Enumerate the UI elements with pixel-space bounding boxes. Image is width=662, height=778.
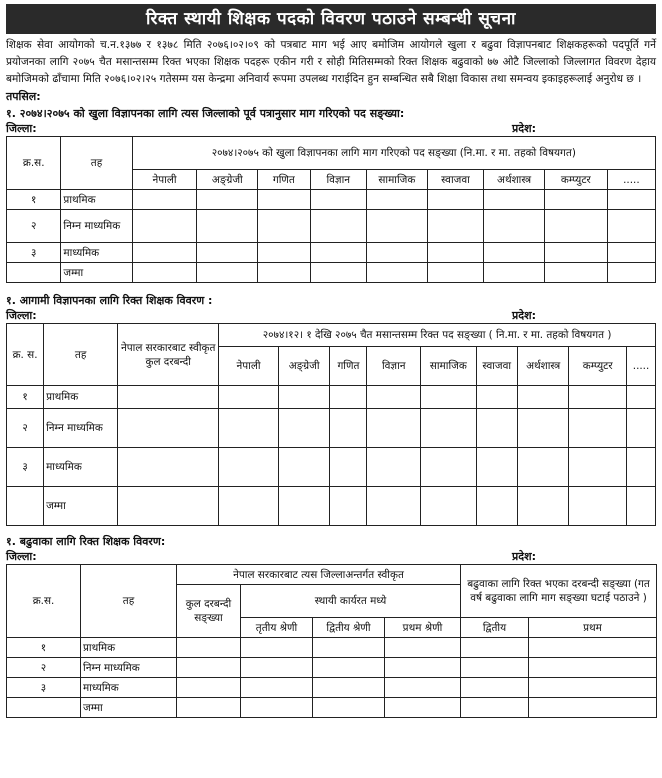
intro-paragraph: शिक्षक सेवा आयोगको च.न.१३७७ र १३७८ मिति २०७६।०२।०९ को पत्रबाट माग भई आए बमोजिम आयोगले खुला र बढुवा विज्ञापनबाट शिक्षकहरूको पदपूर्ति गर्ने प्रयोजनका लागि २०७५ चैत मसान्तसम्म रिक्त भएका शिक्षक पदहरू एकीन गरी र सोही मितिसम्मको रिक्त शिक्षक बढुवाको ७७ ओटै जिल्लाको जिल्लागत विवरण देहाय बमोजिमको ढाँचामा मिति २०७६।०२।२५ गतेसम्म यस केन्द्रमा अनिवार्य रूपमा उपलब्ध गराईदिन हुन सम्बन्धित सबै शिक्षा विकास तथा समन्वय इकाइहरूलाई अनुरोध छ ।	[6, 39, 656, 85]
data-cell[interactable]	[385, 698, 461, 718]
data-cell[interactable]	[476, 448, 517, 487]
group-header: २०७४।१२। १ देखि २०७५ चैत मसान्तसम्म रिक्त पद सङ्ख्या ( नि.मा. र मा. तहको विषयगत )	[219, 324, 656, 347]
data-cell[interactable]	[517, 386, 569, 409]
subject-header: स्वाजवा	[476, 347, 517, 386]
row-level: जम्मा	[81, 698, 177, 718]
row-sn: ३	[7, 243, 61, 263]
data-cell[interactable]	[219, 487, 279, 526]
data-cell[interactable]	[421, 448, 477, 487]
data-cell[interactable]	[544, 190, 607, 210]
data-cell[interactable]	[421, 386, 477, 409]
section1-table	[6, 136, 656, 283]
data-cell[interactable]	[476, 487, 517, 526]
data-cell[interactable]	[278, 386, 330, 409]
data-cell[interactable]	[310, 190, 367, 210]
section3-table	[6, 564, 657, 718]
group-vacant-header: बढुवाका लागि रिक्त भएका दरबन्दी सङ्ख्या (गत वर्ष बढुवाका लागि माग सङ्ख्या घटाई पठाउने )	[461, 565, 657, 618]
subject-header: सामाजिक	[421, 347, 477, 386]
col-sn-header: क्र. स.	[7, 324, 44, 386]
data-cell[interactable]	[461, 658, 529, 678]
data-cell[interactable]	[476, 386, 517, 409]
data-cell[interactable]	[258, 210, 310, 243]
data-cell[interactable]	[385, 678, 461, 698]
row-sn: १	[7, 190, 61, 210]
table-row	[7, 638, 657, 658]
subject-header: सामाजिक	[367, 170, 428, 190]
data-cell[interactable]	[427, 210, 484, 243]
subject-header: .....	[607, 170, 655, 190]
table-row	[7, 448, 656, 487]
table-row	[7, 678, 657, 698]
data-cell[interactable]	[258, 243, 310, 263]
data-cell[interactable]	[517, 448, 569, 487]
data-cell[interactable]	[607, 190, 655, 210]
data-cell[interactable]	[484, 190, 545, 210]
table-row	[7, 210, 656, 243]
data-cell[interactable]	[367, 409, 421, 448]
data-cell[interactable]	[627, 448, 656, 487]
col-level-header: तह	[61, 137, 132, 190]
row-sn	[7, 263, 61, 283]
group-approved-header: नेपाल सरकारबाट त्यस जिल्लाअन्तर्गत स्वीकृत	[177, 565, 461, 585]
data-cell[interactable]	[529, 658, 657, 678]
col-sn-header: क्र.स.	[7, 137, 61, 190]
data-cell[interactable]	[330, 386, 367, 409]
data-cell[interactable]	[241, 698, 313, 718]
data-cell[interactable]	[367, 190, 428, 210]
section2-table	[6, 323, 656, 526]
data-cell[interactable]	[219, 386, 279, 409]
data-cell[interactable]	[177, 698, 241, 718]
data-cell[interactable]	[197, 263, 258, 283]
data-cell[interactable]	[118, 448, 219, 487]
data-cell[interactable]	[313, 678, 385, 698]
data-cell[interactable]	[278, 409, 330, 448]
row-level: प्राथमिक	[44, 386, 118, 409]
row-level: निम्न माध्यमिक	[44, 409, 118, 448]
data-cell[interactable]	[529, 678, 657, 698]
subject-header: कम्प्युटर	[544, 170, 607, 190]
data-cell[interactable]	[132, 243, 197, 263]
district-label: जिल्ला:	[6, 122, 37, 135]
subject-header: नेपाली	[132, 170, 197, 190]
data-cell[interactable]	[241, 638, 313, 658]
data-cell[interactable]	[313, 658, 385, 678]
data-cell[interactable]	[241, 658, 313, 678]
data-cell[interactable]	[197, 210, 258, 243]
table-row	[7, 243, 656, 263]
data-cell[interactable]	[177, 658, 241, 678]
data-cell[interactable]	[569, 448, 627, 487]
col-sn-header: क्र.स.	[7, 565, 81, 638]
data-cell[interactable]	[484, 243, 545, 263]
section1-location	[6, 121, 656, 136]
data-cell[interactable]	[627, 487, 656, 526]
row-level: निम्न माध्यमिक	[81, 658, 177, 678]
row-sn: १	[7, 638, 81, 658]
data-cell[interactable]	[607, 263, 655, 283]
row-sn: १	[7, 386, 44, 409]
section3-title: १. बढुवाका लागि रिक्त शिक्षक विवरण:	[6, 535, 166, 548]
table-row	[7, 386, 656, 409]
table-row	[7, 698, 657, 718]
row-level: जम्मा	[61, 263, 132, 283]
row-level: माध्यमिक	[61, 243, 132, 263]
notice-title: रिक्त स्थायी शिक्षक पदको विवरण पठाउने सम्बन्धी सूचना	[6, 4, 656, 34]
notice-page	[0, 4, 662, 778]
data-cell[interactable]	[544, 243, 607, 263]
data-cell[interactable]	[177, 678, 241, 698]
subject-header: स्वाजवा	[427, 170, 484, 190]
data-cell[interactable]	[367, 263, 428, 283]
table-row	[7, 263, 656, 283]
data-cell[interactable]	[461, 638, 529, 658]
data-cell[interactable]	[132, 190, 197, 210]
table-row	[7, 487, 656, 526]
row-sn: २	[7, 658, 81, 678]
data-cell[interactable]	[544, 210, 607, 243]
row-sn	[7, 487, 44, 526]
data-cell[interactable]	[330, 409, 367, 448]
section2-location	[6, 308, 656, 323]
section1-title: १. २०७४।२०७५ को खुला विज्ञापनका लागि त्यस जिल्लाको पूर्व पत्रानुसार माग गरिएको पद सङ्ख्या:	[6, 107, 405, 120]
data-cell[interactable]	[427, 263, 484, 283]
data-cell[interactable]	[627, 386, 656, 409]
data-cell[interactable]	[132, 210, 197, 243]
row-level: प्राथमिक	[81, 638, 177, 658]
subject-header: कम्प्युटर	[569, 347, 627, 386]
subject-header: विज्ञान	[367, 347, 421, 386]
data-cell[interactable]	[627, 409, 656, 448]
section3-location	[6, 549, 656, 564]
province-label: प्रदेश:	[512, 550, 536, 563]
data-cell[interactable]	[278, 448, 330, 487]
row-level: निम्न माध्यमिक	[61, 210, 132, 243]
tapasil-label: तपसिल:	[6, 90, 41, 103]
data-cell[interactable]	[219, 448, 279, 487]
data-cell[interactable]	[385, 658, 461, 678]
data-cell[interactable]	[569, 386, 627, 409]
subject-header: अङ्ग्रेजी	[278, 347, 330, 386]
data-cell[interactable]	[529, 638, 657, 658]
data-cell[interactable]	[118, 409, 219, 448]
data-cell[interactable]	[313, 638, 385, 658]
row-level: माध्यमिक	[44, 448, 118, 487]
data-cell[interactable]	[367, 448, 421, 487]
data-cell[interactable]	[367, 487, 421, 526]
data-cell[interactable]	[569, 409, 627, 448]
data-cell[interactable]	[517, 487, 569, 526]
row-level: प्राथमिक	[61, 190, 132, 210]
subject-header: विज्ञान	[310, 170, 367, 190]
district-label: जिल्ला:	[6, 550, 37, 563]
subject-header: अर्थशास्त्र	[484, 170, 545, 190]
row-sn: २	[7, 210, 61, 243]
subject-header: नेपाली	[219, 347, 279, 386]
province-label: प्रदेश:	[512, 122, 536, 135]
data-cell[interactable]	[484, 210, 545, 243]
group-permanent-header: स्थायी कार्यरत मध्ये	[241, 585, 461, 618]
data-cell[interactable]	[517, 409, 569, 448]
data-cell[interactable]	[367, 386, 421, 409]
district-label: जिल्ला:	[6, 309, 37, 322]
data-cell[interactable]	[569, 487, 627, 526]
grade-header: द्वितीय श्रेणी	[313, 618, 385, 638]
grade-header: तृतीय श्रेणी	[241, 618, 313, 638]
data-cell[interactable]	[278, 487, 330, 526]
data-cell[interactable]	[132, 263, 197, 283]
subject-header: अङ्ग्रेजी	[197, 170, 258, 190]
subject-header: अर्थशास्त्र	[517, 347, 569, 386]
row-sn: ३	[7, 448, 44, 487]
data-cell[interactable]	[427, 243, 484, 263]
data-cell[interactable]	[258, 190, 310, 210]
col-approved-header: नेपाल सरकारबाट स्वीकृत कुल दरबन्दी	[118, 324, 219, 386]
data-cell[interactable]	[241, 678, 313, 698]
data-cell[interactable]	[607, 210, 655, 243]
data-cell[interactable]	[427, 190, 484, 210]
subject-header: गणित	[330, 347, 367, 386]
col-level-header: तह	[44, 324, 118, 386]
data-cell[interactable]	[118, 487, 219, 526]
province-label: प्रदेश:	[512, 309, 536, 322]
col-total-header: कुल दरबन्दी सङ्ख्या	[177, 585, 241, 638]
section2-title: १. आगामी विज्ञापनका लागि रिक्त शिक्षक विवरण :	[6, 294, 213, 307]
data-cell[interactable]	[544, 263, 607, 283]
row-sn: २	[7, 409, 44, 448]
data-cell[interactable]	[219, 409, 279, 448]
grade-header: प्रथम श्रेणी	[385, 618, 461, 638]
data-cell[interactable]	[367, 210, 428, 243]
data-cell[interactable]	[385, 638, 461, 658]
data-cell[interactable]	[310, 263, 367, 283]
col-level-header: तह	[81, 565, 177, 638]
data-cell[interactable]	[197, 190, 258, 210]
vacant-col-header: प्रथम	[529, 618, 657, 638]
row-level: जम्मा	[44, 487, 118, 526]
subject-header: गणित	[258, 170, 310, 190]
group-header: २०७४।२०७५ को खुला विज्ञापनका लागि माग गरिएको पद सङ्ख्या (नि.मा. र मा. तहको विषयगत)	[132, 137, 655, 170]
data-cell[interactable]	[421, 409, 477, 448]
data-cell[interactable]	[310, 210, 367, 243]
data-cell[interactable]	[197, 243, 258, 263]
data-cell[interactable]	[529, 698, 657, 718]
data-cell[interactable]	[484, 263, 545, 283]
vacant-col-header: द्वितीय	[461, 618, 529, 638]
data-cell[interactable]	[461, 698, 529, 718]
subject-header: .....	[627, 347, 656, 386]
data-cell[interactable]	[313, 698, 385, 718]
table-row	[7, 409, 656, 448]
data-cell[interactable]	[461, 678, 529, 698]
data-cell[interactable]	[476, 409, 517, 448]
data-cell[interactable]	[118, 386, 219, 409]
row-sn	[7, 698, 81, 718]
row-sn: ३	[7, 678, 81, 698]
data-cell[interactable]	[421, 487, 477, 526]
data-cell[interactable]	[330, 487, 367, 526]
data-cell[interactable]	[177, 638, 241, 658]
table-row	[7, 190, 656, 210]
data-cell[interactable]	[607, 243, 655, 263]
data-cell[interactable]	[310, 243, 367, 263]
table-row	[7, 658, 657, 678]
data-cell[interactable]	[330, 448, 367, 487]
row-level: माध्यमिक	[81, 678, 177, 698]
data-cell[interactable]	[367, 243, 428, 263]
data-cell[interactable]	[258, 263, 310, 283]
